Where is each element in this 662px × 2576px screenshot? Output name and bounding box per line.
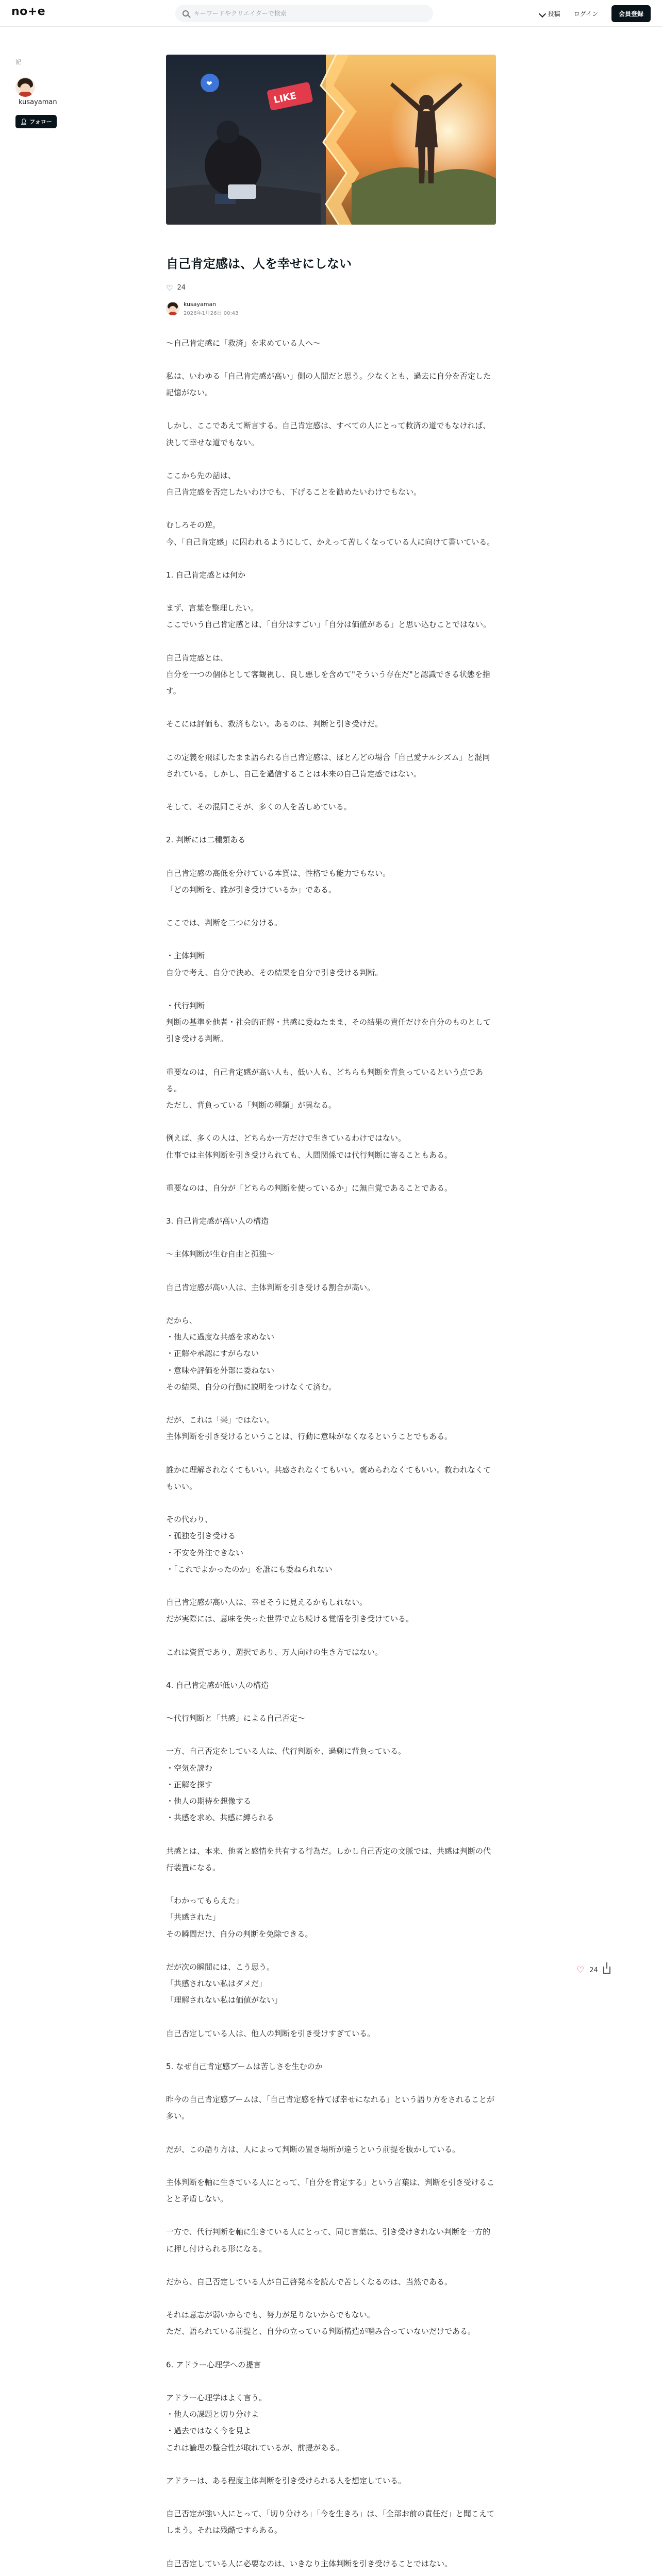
- avatar[interactable]: [15, 77, 35, 97]
- author-avatar[interactable]: [166, 302, 179, 315]
- article-paragraph: しかし、ここであえて断言する。自己肯定感は、すべての人にとって救済の道でもなければ、決して幸せな道でもない。: [166, 421, 491, 447]
- article-paragraph: ここでは、判断を二つに分ける。: [166, 918, 283, 928]
- article-title: 自己肯定感は、人を幸せにしない: [166, 257, 352, 271]
- article-paragraph: これは資質であり、選択であり、万人向けの生き方ではない。: [166, 1647, 383, 1657]
- article-paragraph: 自己否定が強い人にとって、「切り分けろ」「今を生きろ」は、「全部お前の責任だ」と聞こえてしまう。それは残酷ですらある。: [166, 2509, 494, 2535]
- hero-illustration: [166, 55, 496, 225]
- login-link[interactable]: ログイン: [573, 10, 598, 18]
- search-bar[interactable]: [175, 5, 433, 22]
- article-paragraph: だから、 ・他人に過度な共感を求めない ・正解や承認にすがらない ・意味や評価を外部に委ねない その結果、自分の行動に説明をつけなくて済む。: [166, 1315, 337, 1392]
- like-row: [166, 283, 496, 293]
- article-paragraph: 2. 判断には二種類ある: [166, 835, 246, 845]
- article-paragraph: アドラーは、ある程度主体判断を引き受けられる人を想定している。: [166, 2476, 406, 2485]
- article-paragraph: ・主体判断 自分で考え、自分で決め、その結果を自分で引き受ける判断。: [166, 951, 383, 977]
- author-name[interactable]: kusayaman: [184, 300, 217, 308]
- follow-button[interactable]: [15, 115, 57, 128]
- article-body: [166, 335, 496, 2576]
- article-paragraph: ・代行判断 判断の基準を他者・社会的正解・共感に委ねたまま、その結果の責任だけを自分のものとして引き受ける判断。: [166, 1001, 491, 1044]
- article-paragraph: 5. なぜ自己肯定感ブームは苦しさを生むのか: [166, 2061, 323, 2071]
- article-paragraph: その代わり、 ・孤独を引き受ける ・不安を外注できない ・「これでよかったのか」を誰にも委ねられない: [166, 1515, 333, 1574]
- sidebar-small-label: 記: [15, 59, 21, 65]
- like-count: 24: [177, 284, 186, 292]
- article-paragraph: 6. アドラー心理学への提言: [166, 2360, 261, 2369]
- sidebar-author[interactable]: [15, 77, 77, 107]
- article-paragraph: 重要なのは、自己肯定感が高い人も、低い人も、どちらも判断を背負っているという点である。 ただし、背負っている「判断の種類」が異なる。: [166, 1067, 484, 1110]
- header-actions: [540, 5, 651, 22]
- person-plus-icon: 👤︎: [20, 118, 28, 125]
- svg-text:❤: ❤: [206, 80, 212, 88]
- signup-button[interactable]: 会員登録: [611, 5, 651, 22]
- article-paragraph: 「わかってもらえた」 「共感された」 その瞬間だけ、自分の判断を免除できる。: [166, 1896, 313, 1939]
- post-label: 投稿: [548, 10, 560, 18]
- article-paragraph: だが、これは「楽」ではない。 主体判断を引き受けるということは、行動に意味がなくなるということでもある。: [166, 1415, 453, 1442]
- top-navigation-bar: [0, 0, 662, 27]
- heart-icon[interactable]: ♡: [576, 1965, 585, 1975]
- article-paragraph: まず、言葉を整理したい。 ここでいう自己肯定感とは、「自分はすごい」「自分は価値がある」と思い込むことではない。: [166, 603, 491, 630]
- publish-date: 2026年1月26日 00:43: [184, 310, 239, 316]
- note-logo[interactable]: no+e: [11, 5, 46, 18]
- article-paragraph: 共感とは、本来、他者と感情を共有する行為だ。しかし自己否定の文脈では、共感は判断の代行装置になる。: [166, 1846, 491, 1872]
- article-paragraph: 私は、いわゆる「自己肯定感が高い」側の人間だと思う。少なくとも、過去に自分を否定した記憶がない。: [166, 371, 491, 398]
- article-paragraph: むしろその逆。 今、「自己肯定感」に囚われるようにして、かえって苦しくなっている人に向けて書いている。: [166, 520, 495, 547]
- post-button[interactable]: [540, 9, 560, 18]
- svg-text:LIKE: LIKE: [273, 90, 297, 106]
- floating-like-bar: [576, 1965, 610, 1975]
- hero-image: [166, 55, 496, 225]
- article-paragraph: 自己肯定感が高い人は、幸せそうに見えるかもしれない。 だが実際には、意味を失った世界で立ち続ける覚悟を引き受けている。: [166, 1598, 414, 1624]
- article-paragraph: 誰かに理解されなくてもいい。共感されなくてもいい。褒められなくてもいい。救われなくてもいい。: [166, 1465, 491, 1491]
- follow-label: フォロー: [29, 118, 52, 125]
- article-paragraph: 自己肯定感が高い人は、主体判断を引き受ける割合が高い。: [166, 1282, 375, 1292]
- article-paragraph: だが次の瞬間には、こう思う。 「共感されない私はダメだ」 「理解されない私は価値がない」: [166, 1962, 283, 2005]
- sidebar-username[interactable]: kusayaman: [19, 98, 57, 106]
- author-sidebar: [15, 58, 77, 128]
- article-paragraph: この定義を飛ばしたまま語られる自己肯定感は、ほとんどの場合「自己愛ナルシズム」と混同されている。しかし、自己を過信することは本来の自己肯定感ではない。: [166, 752, 490, 778]
- share-icon[interactable]: [603, 1967, 610, 1974]
- article-paragraph: 〜自己肯定感に「救済」を求めている人へ〜: [166, 338, 321, 348]
- article-paragraph: ここから先の話は、 自己肯定感を否定したいわけでも、下げることを勧めたいわけでもない。: [166, 470, 422, 497]
- article-paragraph: 一方、自己否定をしている人は、代行判断を、過剰に背負っている。 ・空気を読む ・正解を探す ・他人の期待を想像する ・共感を求め、共感に縛られる: [166, 1747, 406, 1823]
- article-paragraph: 自己肯定感とは、 自分を一つの個体として客観視し、良し悪しを含めて"そういう存在だ"と認識できる状態を指す。: [166, 653, 490, 696]
- article-paragraph: 〜主体判断が生む自由と孤独〜: [166, 1249, 275, 1259]
- article: [166, 55, 496, 2576]
- article-paragraph: そこには評価も、救済もない。あるのは、判断と引き受けだ。: [166, 719, 383, 729]
- article-paragraph: 例えば、多くの人は、どちらか一方だけで生きているわけではない。 仕事では主体判断を引き受けられても、人間関係では代行判断に寄ることもある。: [166, 1133, 453, 1160]
- heart-icon[interactable]: ♡: [166, 283, 173, 293]
- article-paragraph: 3. 自己肯定感が高い人の構造: [166, 1216, 269, 1226]
- article-paragraph: 一方で、代行判断を軸に生きている人にとって、同じ言葉は、引き受けきれない判断を一方的に押し付けられる形になる。: [166, 2227, 491, 2253]
- search-input[interactable]: [194, 10, 421, 17]
- article-paragraph: 自己否定している人に必要なのは、いきなり主体判断を引き受けることではない。: [166, 2558, 453, 2568]
- search-icon: [183, 10, 189, 16]
- article-paragraph: それは意志が弱いからでも、努力が足りないからでもない。 ただ、語られている前提と、自分の立っている判断構造が噛み合っていないだけである。: [166, 2310, 476, 2336]
- article-paragraph: 主体判断を軸に生きている人にとって、「自分を肯定する」という言葉は、判断を引き受けることと矛盾しない。: [166, 2177, 494, 2204]
- article-paragraph: 〜代行判断と「共感」による自己否定〜: [166, 1714, 306, 1723]
- article-paragraph: だから、自己否定している人が自己啓発本を読んで苦しくなるのは、当然である。: [166, 2277, 453, 2286]
- article-paragraph: 4. 自己肯定感が低い人の構造: [166, 1680, 269, 1690]
- floating-like-count: 24: [589, 1966, 598, 1974]
- article-paragraph: 昨今の自己肯定感ブームは、「自己肯定感を持てば幸せになれる」という語り方をされることが多い。: [166, 2095, 495, 2121]
- article-paragraph: 自己肯定感の高低を分けている本質は、性格でも能力でもない。 「どの判断を、誰が引き受けているか」である。: [166, 868, 391, 894]
- pen-icon: [538, 10, 545, 17]
- article-paragraph: 1. 自己肯定感とは何か: [166, 570, 246, 580]
- article-paragraph: だが、この語り方は、人によって判断の置き場所が違うという前提を抜かしている。: [166, 2144, 460, 2154]
- article-paragraph: そして、その混同こそが、多くの人を苦しめている。: [166, 802, 352, 812]
- article-paragraph: アドラー心理学はよく言う。 ・他人の課題と切り分けよ ・過去ではなく今を見よ これは論理の整合性が取れているが、前提がある。: [166, 2393, 344, 2452]
- article-author[interactable]: [166, 301, 496, 316]
- article-paragraph: 自己否定している人は、他人の判断を引き受けすぎている。: [166, 2028, 375, 2038]
- article-paragraph: 重要なのは、自分が「どちらの判断を使っているか」に無自覚であることである。: [166, 1183, 453, 1193]
